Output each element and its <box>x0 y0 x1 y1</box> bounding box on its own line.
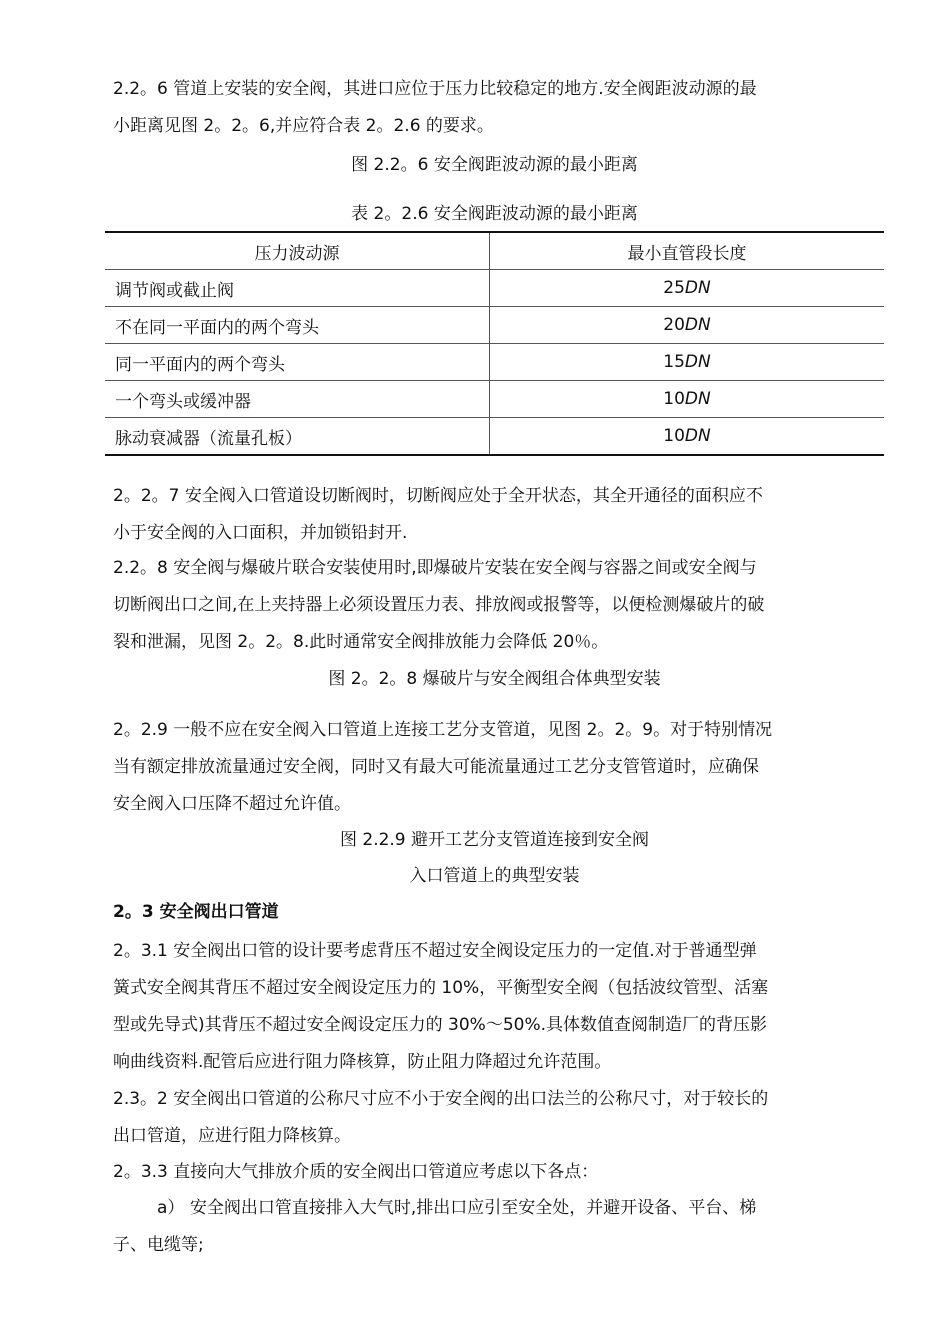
text-line: 簧式安全阀其背压不超过安全阀设定压力的 10%，平衡型安全阀（包括波纹管型、活塞 <box>113 978 769 998</box>
table-cell-source: 脉动衰减器（流量孔板） <box>105 418 490 456</box>
table-caption-2-2-6: 表 2。2.6 安全阀距波动源的最小距离 <box>351 204 638 224</box>
text-line: 出口管道，应进行阻力降核算。 <box>113 1126 351 1146</box>
paragraph-2-3-3 <box>113 1154 883 1191</box>
length-number: 10 <box>663 426 685 446</box>
table-cell-source: 调节阀或截止阀 <box>105 270 490 307</box>
section-heading-2-3: 2。3 安全阀出口管道 <box>113 902 279 922</box>
length-number: 15 <box>663 352 685 372</box>
table-row <box>105 381 884 418</box>
text-line: 型或先导式)其背压不超过安全阀设定压力的 30%～50%.具体数值查阅制造厂的背压影 <box>113 1015 768 1035</box>
table-cell-length <box>490 344 885 381</box>
text-line: 切断阀出口之间,在上夹持器上必须设置压力表、排放阀或报警等，以便检测爆破片的破 <box>113 595 765 615</box>
figure-caption-2-2-8: 图 2。2。8 爆破片与安全阀组合体典型安装 <box>328 669 661 689</box>
table-cell-source: 不在同一平面内的两个弯头 <box>105 307 490 344</box>
column-header-source: 压力波动源 <box>105 232 490 270</box>
table-row <box>105 270 884 307</box>
text-line: a） 安全阀出口管直接排入大气时,排出口应引至安全处，并避开设备、平台、梯 <box>157 1198 757 1218</box>
table-row <box>105 418 884 456</box>
text-line: 子、电缆等; <box>113 1235 204 1255</box>
min-distance-table <box>105 231 884 456</box>
table-cell-source: 同一平面内的两个弯头 <box>105 344 490 381</box>
figure-caption-2-2-9-cont: 入口管道上的典型安装 <box>409 866 580 886</box>
table-cell-length <box>490 307 885 344</box>
table-row <box>105 307 884 344</box>
length-unit: DN <box>684 426 711 446</box>
table-cell-source: 一个弯头或缓冲器 <box>105 381 490 418</box>
paragraph-2-2-7 <box>113 478 883 552</box>
length-unit: DN <box>684 389 711 409</box>
paragraph-2-2-9 <box>113 712 883 823</box>
text-line: 2.2。6 管道上安装的安全阀，其进口应位于压力比较稳定的地方.安全阀距波动源的最 <box>113 79 757 99</box>
paragraph-2-2-8 <box>113 550 883 661</box>
text-line: 2。3.1 安全阀出口管的设计要考虑背压不超过安全阀设定压力的一定值.对于普通型弹 <box>113 941 757 961</box>
text-line: 安全阀入口压降不超过允许值。 <box>113 794 351 814</box>
text-line: 小于安全阀的入口面积，并加锁铅封开. <box>113 523 408 543</box>
text-line: 2。2.9 一般不应在安全阀入口管道上连接工艺分支管道，见图 2。2。9。对于特别情况 <box>113 720 773 740</box>
text-line: 2。2。7 安全阀入口管道设切断阀时，切断阀应处于全开状态，其全开通径的面积应不 <box>113 486 763 506</box>
length-number: 25 <box>663 278 685 298</box>
table-cell-length <box>490 270 885 307</box>
length-unit: DN <box>684 315 711 335</box>
list-item-a <box>113 1190 883 1264</box>
text-line: 2.3。2 安全阀出口管道的公称尺寸应不小于安全阀的出口法兰的公称尺寸，对于较长的 <box>113 1089 769 1109</box>
text-line: 2.2。8 安全阀与爆破片联合安装使用时,即爆破片安装在安全阀与容器之间或安全阀与 <box>113 558 757 578</box>
figure-caption-2-2-9: 图 2.2.9 避开工艺分支管道连接到安全阀 <box>339 830 650 850</box>
column-header-length: 最小直管段长度 <box>490 232 885 270</box>
length-unit: DN <box>684 352 711 372</box>
table-header-row <box>105 232 884 270</box>
length-number: 20 <box>663 315 685 335</box>
paragraph-2-3-2 <box>113 1081 883 1155</box>
length-unit: DN <box>684 278 711 298</box>
text-line: 当有额定排放流量通过安全阀，同时又有最大可能流量通过工艺分支管管道时，应确保 <box>113 757 759 777</box>
paragraph-2-3-1 <box>113 933 883 1081</box>
table-cell-length <box>490 418 885 456</box>
figure-caption-2-2-6: 图 2.2。6 安全阀距波动源的最小距离 <box>351 155 638 175</box>
table-row <box>105 344 884 381</box>
text-line: 裂和泄漏，见图 2。2。8.此时通常安全阀排放能力会降低 20％。 <box>113 632 609 652</box>
table-cell-length <box>490 381 885 418</box>
paragraph-2-2-6 <box>113 71 883 145</box>
text-line: 小距离见图 2。2。6,并应符合表 2。2.6 的要求。 <box>113 116 494 136</box>
text-line: 响曲线资料.配管后应进行阻力降核算，防止阻力降超过允许范围。 <box>113 1052 612 1072</box>
text-line: 2。3.3 直接向大气排放介质的安全阀出口管道应考虑以下各点： <box>113 1162 599 1182</box>
length-number: 10 <box>663 389 685 409</box>
